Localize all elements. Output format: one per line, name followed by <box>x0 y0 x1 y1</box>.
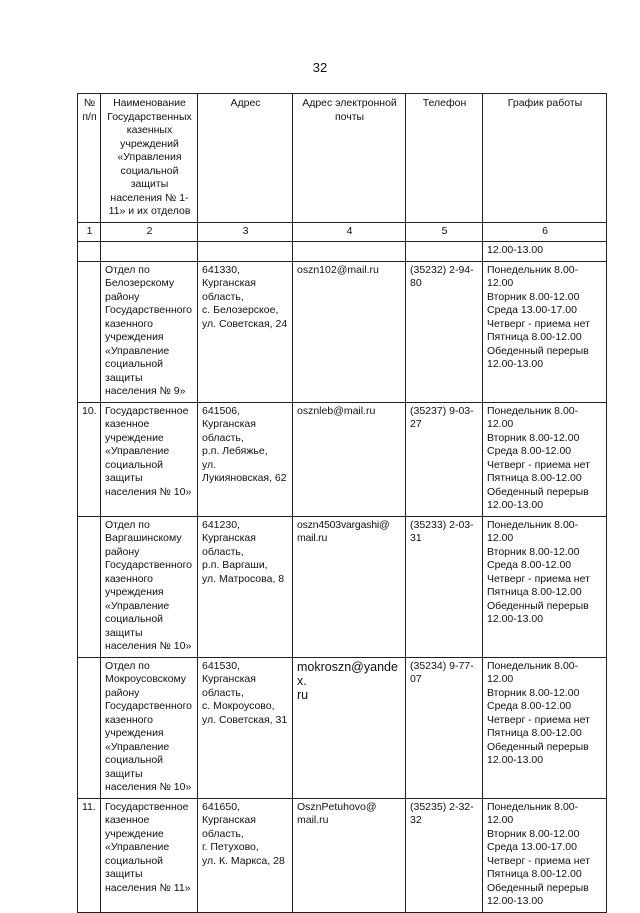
cell-phone: (35237) 9-03- 27 <box>406 402 483 516</box>
table-row <box>78 402 607 516</box>
cell-address: 641650, Курганская область, г. Петухово, ул. К. Маркса, 28 <box>198 798 293 912</box>
table-header-row <box>78 94 607 223</box>
column-number: 6 <box>483 222 607 242</box>
header-email: Адрес электронной почты <box>293 94 406 223</box>
cell-schedule: Понедельник 8.00- 12.00 Вторник 8.00-12.00 Среда 13.00-17.00 Четверг - приема нет Пятница 8.00-12.00 Обеденный перерыв 12.00-13.00 <box>483 798 607 912</box>
column-number: 4 <box>293 222 406 242</box>
cell-address: 641230, Курганская область, р.п. Варгаши, ул. Матросова, 8 <box>198 516 293 657</box>
cell-phone <box>406 242 483 262</box>
header-phone: Телефон <box>406 94 483 223</box>
cell-schedule: 12.00-13.00 <box>483 242 607 262</box>
header-number: № п/п <box>78 94 101 223</box>
cell-number <box>78 516 101 657</box>
column-number-row <box>78 222 607 242</box>
cell-schedule: Понедельник 8.00- 12.00 Вторник 8.00-12.00 Среда 8.00-12.00 Четверг - приема нет Пятница 8.00-12.00 Обеденный перерыв 12.00-13.00 <box>483 402 607 516</box>
column-number: 5 <box>406 222 483 242</box>
table-row <box>78 261 607 402</box>
cell-schedule: Понедельник 8.00- 12.00 Вторник 8.00-12.00 Среда 13.00-17.00 Четверг - приема нет Пятница 8.00-12.00 Обеденный перерыв 12.00-13.00 <box>483 261 607 402</box>
page-number: 32 <box>312 60 328 75</box>
cell-number: 10. <box>78 402 101 516</box>
cell-email <box>293 242 406 262</box>
cell-name: Отдел по Варгашинскому району Государственного казенного учреждения «Управление социальной защиты населения № 10» <box>101 516 198 657</box>
cell-name <box>101 242 198 262</box>
cell-phone: (35233) 2-03- 31 <box>406 516 483 657</box>
cell-number <box>78 657 101 798</box>
cell-name: Отдел по Мокроусовскому району Государственного казенного учреждения «Управление социальной защиты населения № 10» <box>101 657 198 798</box>
column-number: 1 <box>78 222 101 242</box>
header-address: Адрес <box>198 94 293 223</box>
cell-address: 641506, Курганская область, р.п. Лебяжье, ул. Лукияновская, 62 <box>198 402 293 516</box>
institutions-table <box>77 93 607 913</box>
cell-address: 641330, Курганская область, с. Белозерское, ул. Советская, 24 <box>198 261 293 402</box>
cell-name: Государственное казенное учреждение «Управление социальной защиты населения № 11» <box>101 798 198 912</box>
cell-email: OsznPetuhovo@ mail.ru <box>293 798 406 912</box>
column-number: 3 <box>198 222 293 242</box>
cell-phone: (35235) 2-32- 32 <box>406 798 483 912</box>
cell-number <box>78 261 101 402</box>
cell-name: Отдел по Белозерскому району Государственного казенного учреждения «Управление социальной защиты населения № 9» <box>101 261 198 402</box>
continuation-row <box>78 242 607 262</box>
cell-schedule: Понедельник 8.00- 12.00 Вторник 8.00-12.00 Среда 8.00-12.00 Четверг - приема нет Пятница 8.00-12.00 Обеденный перерыв 12.00-13.00 <box>483 516 607 657</box>
cell-email: oszn4503vargashi@ mail.ru <box>293 516 406 657</box>
table-row <box>78 798 607 912</box>
table-row <box>78 516 607 657</box>
cell-number: 11. <box>78 798 101 912</box>
cell-email: osznleb@mail.ru <box>293 402 406 516</box>
cell-address: 641530, Курганская область, с. Мокроусово, ул. Советская, 31 <box>198 657 293 798</box>
column-number: 2 <box>101 222 198 242</box>
cell-email: mokroszn@yande x. ru <box>293 657 406 798</box>
header-schedule: График работы <box>483 94 607 223</box>
cell-email: oszn102@mail.ru <box>293 261 406 402</box>
cell-name: Государственное казенное учреждение «Управление социальной защиты населения № 10» <box>101 402 198 516</box>
table-row <box>78 657 607 798</box>
cell-address <box>198 242 293 262</box>
cell-phone: (35232) 2-94- 80 <box>406 261 483 402</box>
cell-number <box>78 242 101 262</box>
header-name: Наименование Государственных казенных учреждений «Управления социальной защиты населения № 1- 11» и их отделов <box>101 94 198 223</box>
cell-schedule: Понедельник 8.00- 12.00 Вторник 8.00-12.00 Среда 8.00-12.00 Четверг - приема нет Пятница 8.00-12.00 Обеденный перерыв 12.00-13.00 <box>483 657 607 798</box>
cell-phone: (35234) 9-77- 07 <box>406 657 483 798</box>
